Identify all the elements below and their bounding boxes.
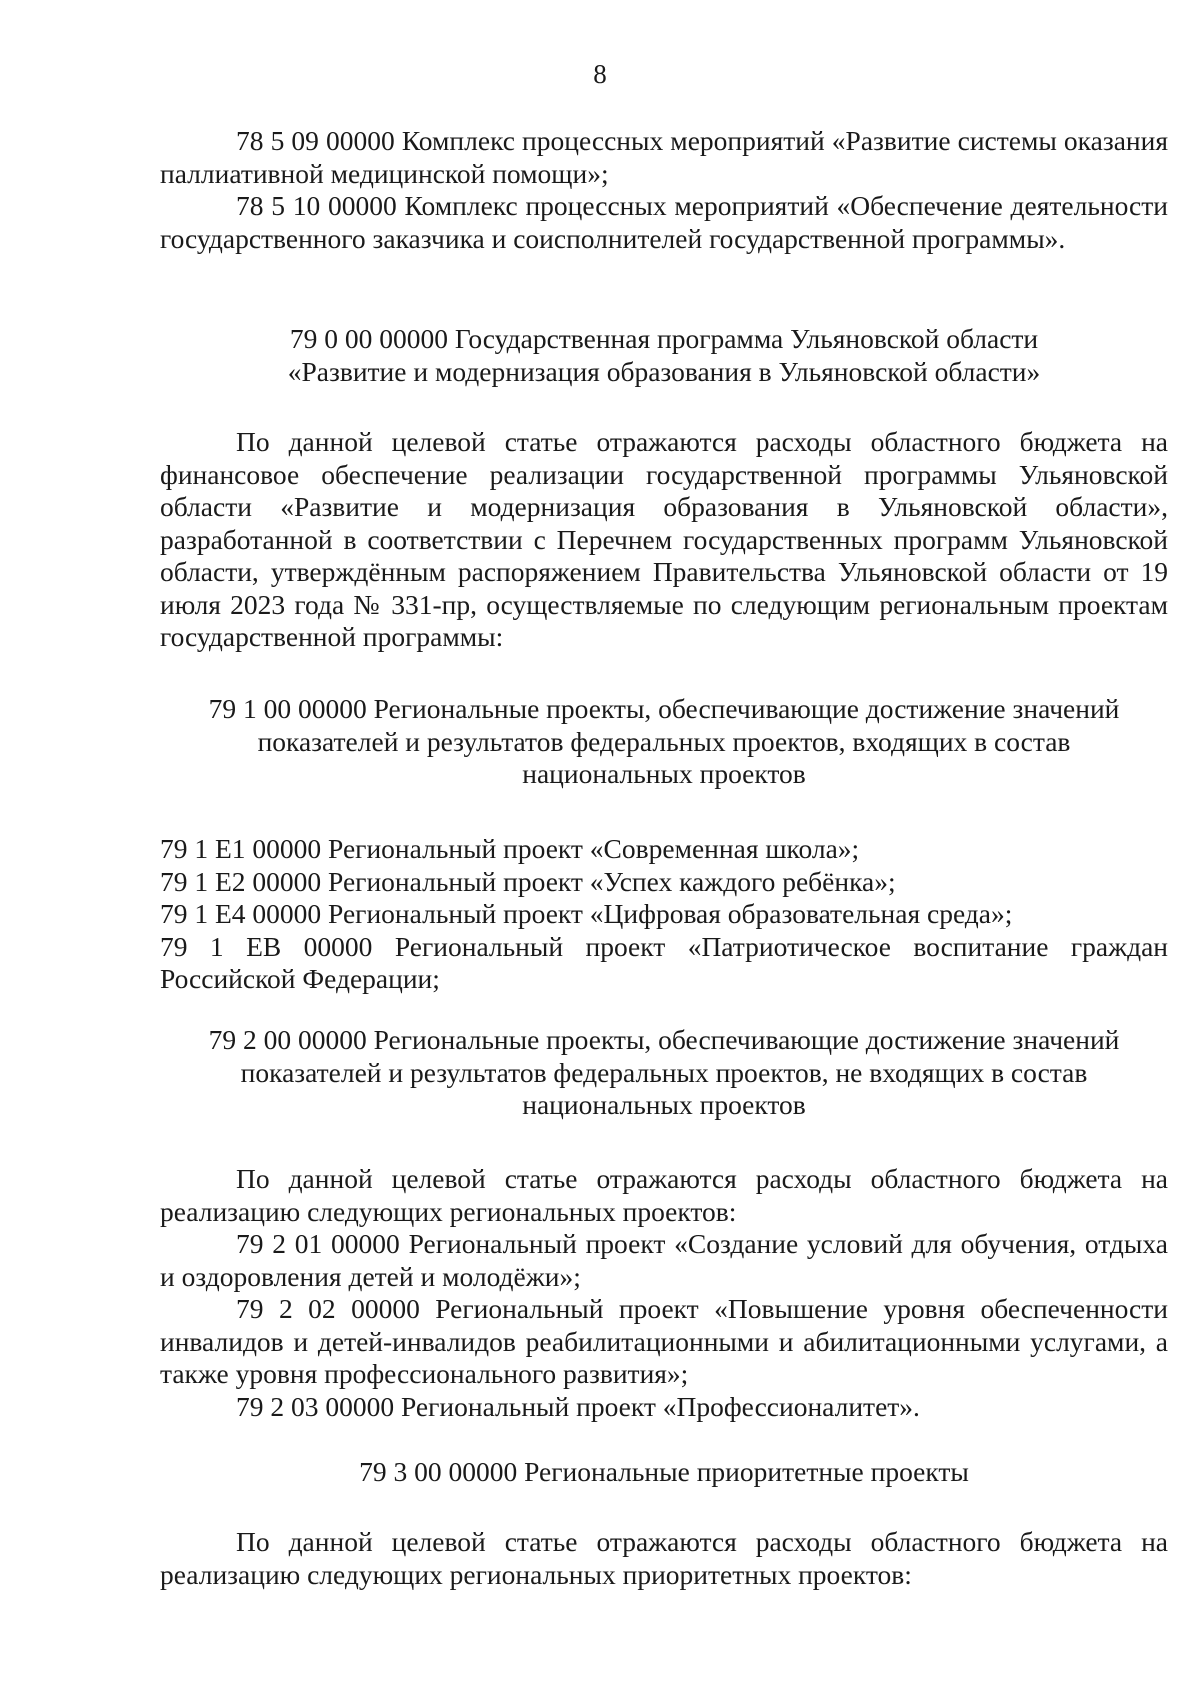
paragraph: По данной целевой статье отражаются расходы областного бюджета на реализацию следующих региональных проектов: (160, 1163, 1168, 1227)
regional-projects-list-2 (160, 1163, 1168, 1423)
paragraph: 78 5 10 00000 Комплекс процессных мероприятий «Обеспечение деятельности государственного заказчика и соисполнителей государственной программы». (160, 190, 1168, 254)
heading-line: 79 0 00 00000 Государственная программа Ульяновской области (289, 323, 1039, 354)
priority-projects-heading (160, 1456, 1168, 1489)
heading-line: 79 3 00 00000 Региональные приоритетные проекты (359, 1456, 969, 1487)
list-item: 79 1 E2 00000 Региональный проект «Успех каждого ребёнка»; (160, 865, 896, 897)
heading-line: «Развитие и модернизация образования в Ульяновской области» (287, 355, 1041, 387)
heading-line: показателей и результатов федеральных проектов, не входящих в состав (240, 1056, 1088, 1088)
paragraph: По данной целевой статье отражаются расходы областного бюджета на реализацию следующих региональных приоритетных проектов: (160, 1526, 1168, 1590)
program-description (160, 426, 1168, 654)
page-number: 8 (593, 59, 607, 89)
paragraph: 78 5 09 00000 Комплекс процессных мероприятий «Развитие системы оказания паллиативной медицинской помощи»; (160, 125, 1168, 189)
list-item: 79 2 02 00000 Региональный проект «Повышение уровня обеспеченности инвалидов и детей-инвалидов реабилитационными и абилитационными услугами, а также уровня профессионального развития»; (160, 1293, 1168, 1389)
heading-line: показателей и результатов федеральных проектов, входящих в состав (257, 725, 1071, 757)
regional-projects-heading-2 (160, 1024, 1168, 1122)
heading-line: национальных проектов (522, 758, 806, 789)
list-item: 79 1 E1 00000 Региональный проект «Современная школа»; (160, 833, 860, 864)
regional-projects-heading-1 (160, 693, 1168, 791)
list-item: 79 2 01 00000 Региональный проект «Создание условий для обучения, отдыха и оздоровления детей и молодёжи»; (160, 1228, 1168, 1292)
list-item: 79 1 EВ 00000 Региональный проект «Патриотическое воспитание граждан Российской Федерации; (160, 930, 1168, 994)
regional-projects-list-1 (160, 833, 1168, 996)
list-item: 79 2 03 00000 Региональный проект «Профессионалитет». (236, 1390, 920, 1422)
list-item: 79 1 E4 00000 Региональный проект «Цифровая образовательная среда»; (160, 898, 1013, 929)
paragraph: По данной целевой статье отражаются расходы областного бюджета на финансовое обеспечение реализации государственной программы Ульяновской области «Развитие и модернизация образования в Ульяновской области», разработанной в соответствии с Перечнем государственных программ Ульяновской области, утверждённым распоряжением Правительства Ульяновской области от 19 июля 2023 года № 331-пр, осуществляемые по следующим региональным проектам государственной программы: (160, 426, 1168, 652)
heading-line: 79 2 00 00000 Региональные проекты, обеспечивающие достижение значений (208, 1024, 1120, 1055)
program-heading (160, 323, 1168, 388)
heading-line: 79 1 00 00000 Региональные проекты, обеспечивающие достижение значений (208, 693, 1120, 724)
priority-projects-description (160, 1526, 1168, 1591)
heading-line: национальных проектов (522, 1089, 806, 1120)
process-activities-block (160, 125, 1168, 255)
